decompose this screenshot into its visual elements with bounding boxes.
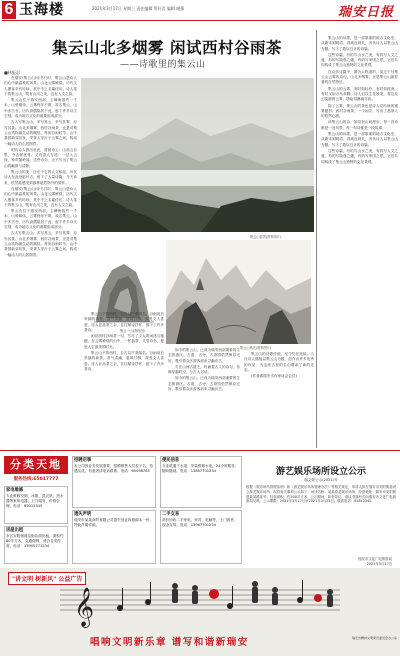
notice-body: 根据《娱乐场所管理条例》和《游艺娱乐场所管理办法》等相关规定，申请人拟在瑞安市安阳街道设立游艺娱乐场所，现将有关事项公示如下：场所名称：某某游艺娱乐场所；经营地址：瑞安市安阳街道某某路某号；经营面积：约300平方米。公示期间，如有异议，请以书面形式向瑞安市文化广电旅游局反映。公示期限：2021年3月17日至2021年3月23日。联系电话：65812345 bbox=[246, 485, 396, 504]
paragraph: 集云山位于瑞安西部，主峰海拔约一千米，山势雄伟，云雾终年不散，故名集云。山中多古寺，历代高僧隐居于此，留下许多诗文石刻，成为地方文化的重要组成部分。 bbox=[4, 98, 77, 119]
ad-title: 家电维修 bbox=[6, 488, 24, 493]
paragraph: 集云山的诗歌，是一部厚重的地方文化史。从唐宋到明清，再到近现代，历代诗人以集云山为题，写下了数以百计的诗篇。 bbox=[321, 132, 398, 147]
ad-text: 专业维修空调、冰箱、洗衣机、热水器等家用电器，上门服务，价格合理。电话：65012345 bbox=[6, 494, 64, 508]
landscape-photo bbox=[81, 78, 314, 232]
paragraph: 这些诗篇，有的写山水之美，有的写人文之盛，有的写隐逸之趣，有的写家国之思。它们共同构成了集云山独特的文化景观。 bbox=[321, 52, 398, 68]
notice-signature: 瑞安市文化广电旅游局 2021年3月17日 bbox=[358, 557, 392, 566]
paragraph: 读集云山的诗，如同在山间漫步，每一首诗都是一处风景，每一句诗都是一段故事。 bbox=[321, 120, 398, 130]
page-header bbox=[0, 0, 400, 22]
article-column-1 bbox=[4, 76, 77, 448]
paragraph: 在瑞安(集云山)诗书门时，集云山是诗人们心中最温柔的风景。山北云雾缭绕，历代文人墨客多有吟咏，其中不乏名篇佳句，诗人笔下的集云山，既有山川之美，也有人文之韵。 bbox=[4, 186, 77, 207]
newspaper-logo: 瑞安日报 bbox=[338, 5, 395, 20]
classified-ad bbox=[160, 510, 242, 564]
paragraph: 明代诗人游历至此，曾留诗云：山高云自集，寺古树犹青。又有清人写道：一径入云深，钟声隔岭闻。这些诗句，无不写出了集云山的幽深与清静。 bbox=[4, 147, 77, 168]
paragraph: 古人写集云山，多写其云，多写其雾，亦写其茶。山北多烟雾，西村谷雨茶，正是对集云山风物最生动的概括。每到谷雨时节，山中茶园新芽初发，采茶人穿行于云雾之间，构成一幅动人的山居图景。 bbox=[4, 120, 77, 146]
classified-ad bbox=[160, 456, 242, 508]
issue-meta: 2021年3月17日 星期三 责任编辑 管好君 编辑 谢强 bbox=[92, 6, 185, 11]
notice-number: 瑞文娱公示(2021)号 bbox=[304, 478, 338, 482]
paragraph: 闲试西村谷雨茶一句，写尽了文人的闲适与雅趣。在云雾缭绕的山中，一杯新茶，几卷诗书，便是人生最美的时光。 bbox=[84, 334, 164, 349]
ad-title: 房屋出租 bbox=[6, 528, 24, 533]
article-column-right bbox=[321, 36, 398, 448]
paragraph: 集云山下的西村，自古以产茶闻名。谷雨前后采摘的新茶，香气清幽，滋味甘醇，深受文人喜爱。诗人在品茶之余，往往赋诗抒怀，留下了许多茶诗。 bbox=[84, 312, 164, 332]
ad-text: 本公司因业务发展需要，招聘销售人员若干名，待遇从优。有意者请电话联系。电话：65098765 bbox=[74, 464, 154, 473]
paragraph: 集云山的诗歌传统，至今仍在延续。当代诗人继续以集云山为题，创作出许多优秀的作品，为这座古老的名山增添了新的光彩。 bbox=[244, 352, 314, 372]
public-notice bbox=[246, 464, 396, 564]
ad-text: 市区安阳街道沿街店面出租，面积约80平方米，交通便利，适合各类经营。电话：13905771234 bbox=[6, 534, 64, 548]
paragraph: 集云山的诗歌，是一部厚重的地方文化史。从唐宋到明清，再到近现代，历代诗人以集云山为题，写下了数以百计的诗篇。 bbox=[321, 36, 398, 51]
paragraph: 除了云雾，集云山的茶也是诗人们吟咏的重要题材。西村谷雨茶，一个闲字，写出了品茶人的悠然心境。 bbox=[321, 103, 398, 119]
ad-title: 便民信息 bbox=[162, 458, 180, 463]
ink-landscape-image bbox=[166, 240, 311, 344]
article-column-3 bbox=[168, 348, 240, 448]
ad-title: 遗失声明 bbox=[74, 512, 92, 517]
photo-caption: 集云一山(资料图) bbox=[120, 329, 145, 333]
ad-text: 专业疏通下水道、安装维修水电，24小时服务，随叫随到。电话：13857701234 bbox=[162, 464, 239, 473]
paragraph: 集云山的云雾，有时如轻纱，有时如波涛，有时又如万马奔腾。诗人们以生花妙笔，将这变幻莫测的云雾，描绘得淋漓尽致。 bbox=[321, 86, 398, 102]
section-title: 玉海楼 bbox=[19, 2, 64, 18]
classified-ad bbox=[4, 526, 68, 564]
ad-title: 二手交易 bbox=[162, 512, 180, 517]
article-column-2 bbox=[84, 312, 164, 448]
photo-caption: 集云山春景(资料图片) bbox=[250, 235, 282, 239]
column-divider bbox=[316, 30, 317, 448]
article-subtitle: ——诗歌里的集云山 bbox=[120, 60, 206, 70]
ad-text: 瑞安市某某商贸有限公司遗失营业执照副本一份，特此声明作废。 bbox=[74, 518, 154, 527]
notice-title: 游艺娱乐场所设立公示 bbox=[275, 467, 366, 477]
paragraph: 如今的集云山，已成为瑞安西部重要的生态旅游区。古道、古寺、古茶园依然保存完好，吸引着众多游客前来寻幽访古。 bbox=[168, 348, 240, 363]
article-byline: ■林振羽 bbox=[4, 70, 20, 75]
paragraph: (作者系瑞安市作家协会会员) bbox=[251, 374, 297, 379]
paragraph: 古人写集云山，多写其云，多写其雾，亦写其茶。山北多烟雾，西村谷雨茶，正是对集云山风物最生动的概括。每到谷雨时节，山中茶园新芽初发，采茶人穿行于云雾之间，构成一幅动人的山居图景。 bbox=[4, 231, 77, 257]
paragraph: 这些诗篇，有的写山水之美，有的写人文之盛，有的写隐逸之趣，有的写家国之思。它们共同构成了集云山独特的文化景观。 bbox=[321, 148, 398, 164]
paragraph: 在瑞安(集云山)诗书门时，集云山是诗人们心中最温柔的风景。山北云雾缭绕，历代文人墨客多有吟咏，其中不乏名篇佳句，诗人笔下的集云山，既有山川之美，也有人文之韵。 bbox=[4, 76, 77, 96]
paragraph: 集云山下的西村，自古以产茶闻名。谷雨前后采摘的新茶，香气清幽，滋味甘醇，深受文人喜爱。诗人在品茶之余，往往赋诗抒怀，留下了许多茶诗。 bbox=[84, 351, 164, 371]
photo-caption: 集云山风光(资料图片) bbox=[240, 346, 272, 350]
classified-ad bbox=[72, 456, 156, 508]
ad-text: 高价回收二手家电、家具、电脑等，上门看货，现金交易。电话：13967701234 bbox=[162, 518, 238, 527]
classified-ad bbox=[72, 510, 156, 564]
article-headline: 集云山北多烟雾 闲试西村谷雨茶 bbox=[52, 39, 282, 57]
header-rule bbox=[2, 20, 398, 21]
paragraph: 在众多诗篇中，最为人称道的，莫过于写集云山云雾的诗句。山北多烟雾，正是集云山最显著的自然特征。 bbox=[321, 69, 398, 85]
section-rule bbox=[0, 450, 400, 451]
paragraph: 集云山的美，还在于它的人文积淀。历代诗人在此登临怀古，留下了大量诗篇。今天读来，依然能感受到那种超然物外的情怀。 bbox=[4, 170, 77, 185]
paragraph: 集云山位于瑞安西部，主峰海拔约一千米，山势雄伟，云雾终年不散，故名集云。山中多古寺，历代高僧隐居于此，留下许多诗文石刻，成为地方文化的重要组成部分。 bbox=[4, 209, 77, 230]
paragraph: 如今的集云山，已成为瑞安西部重要的生态旅游区。古道、古寺、古茶园依然保存完好，吸引着众多游客前来寻幽访古。 bbox=[168, 376, 240, 392]
banner-tag: "讲文明 树新风" 公益广告 bbox=[8, 572, 86, 585]
classifieds-title: 分类天地 bbox=[4, 456, 68, 474]
poem-column bbox=[244, 352, 314, 448]
svg-text:𝄞: 𝄞 bbox=[74, 587, 95, 627]
banner-credit: 瑞安市精神文明建设委员会办公室 bbox=[352, 636, 398, 640]
ink-painting bbox=[166, 240, 311, 344]
misty-mountain-image bbox=[81, 78, 314, 232]
classifieds-phone: 服务热线:65017777 bbox=[13, 477, 59, 482]
banner-slogan: 唱响文明新乐章 谱写和谐新瑞安 bbox=[90, 637, 249, 648]
page-number: 6 bbox=[2, 1, 16, 19]
paragraph: 走在山间古道上，吟诵着古人的诗句，仿佛穿越时空，与古人对话。 bbox=[168, 364, 240, 375]
classified-ad bbox=[4, 486, 68, 524]
ad-title: 招聘启事 bbox=[74, 458, 92, 463]
